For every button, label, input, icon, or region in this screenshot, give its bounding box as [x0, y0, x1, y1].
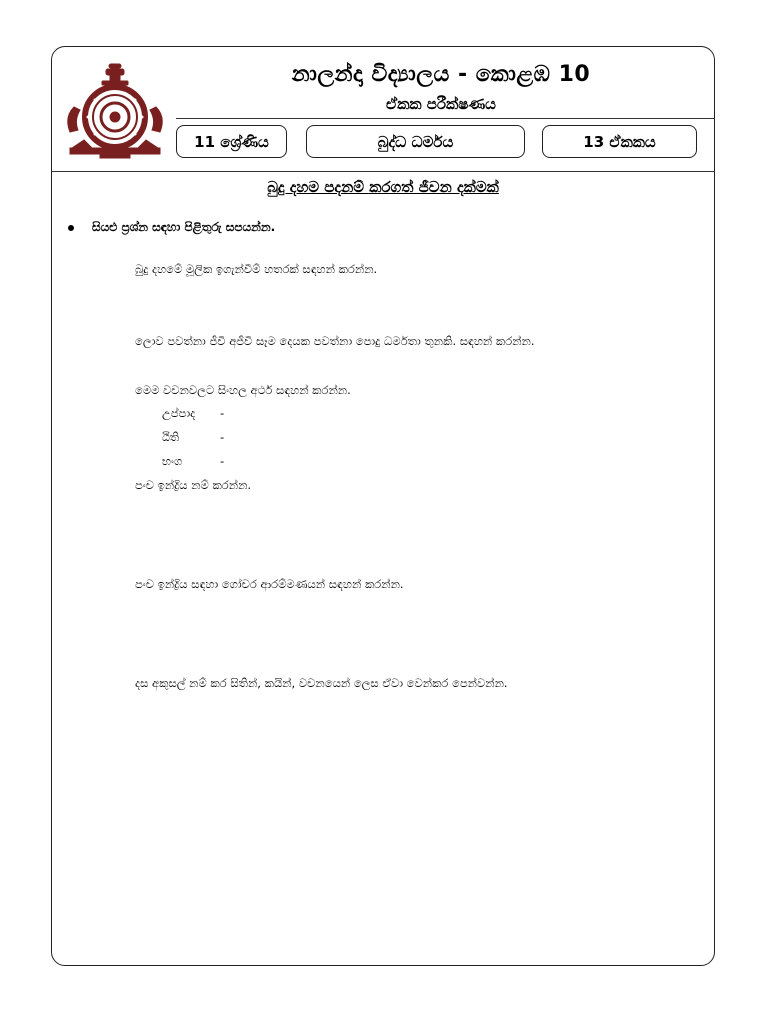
header-bottom-divider — [51, 171, 715, 172]
unit-box: 13 ඒකකය — [542, 125, 697, 158]
school-title: නාලන්දා විද්‍යාලය - කොළඹ 10 — [291, 62, 591, 87]
grade-box: 11 ශ්‍රේණිය — [176, 125, 287, 158]
question-1: බුදු දහමේ මූලික ඉගැන්වීම් හතරක් සඳහන් කරන්න. — [135, 262, 378, 276]
term-2-separator: - — [220, 430, 225, 444]
exam-type: ඒකක පරීක්ෂණය — [386, 95, 496, 113]
question-2: ලොව පවත්නා ජීවී අජීවී සෑම දෙයක පවත්නා පොදු ධර්මතා තුනකි. සඳහන් කරන්න. — [135, 334, 535, 348]
question-5: පංච ඉන්ද්‍රිය සඳහා ගෝචර ආරම්මණයන් සඳහන් කරන්න. — [135, 577, 404, 591]
instruction — [68, 220, 275, 235]
term-2: ඨිති — [162, 430, 180, 444]
main-heading: බුදු දහම පදනම් කරගත් ජීවන දක්මක් — [267, 178, 499, 196]
instruction-text: සියළු ප්‍රශ්න සඳහා පිළිතුරු සපයන්න. — [92, 220, 276, 234]
term-1: උප්පාද — [162, 406, 196, 420]
header-divider — [176, 118, 715, 119]
term-3-separator: - — [220, 454, 225, 468]
school-crest-icon — [62, 62, 168, 162]
term-1-separator: - — [220, 406, 225, 420]
question-6: දස අකුසල් නම් කර සිතින්, කයින්, වචනයෙන් ලෙස ඒවා වෙන්කර පෙන්වන්න. — [135, 676, 508, 690]
question-3: මෙම වචනවලට සිංහල අර්ථ සඳහන් කරන්න. — [135, 383, 351, 397]
term-3: භංග — [162, 454, 183, 468]
question-4: පංච ඉන්ද්‍රිය නම් කරන්න. — [135, 478, 252, 492]
subject-box: බුද්ධ ධර්මය — [306, 125, 525, 158]
bullet-icon — [68, 225, 74, 231]
